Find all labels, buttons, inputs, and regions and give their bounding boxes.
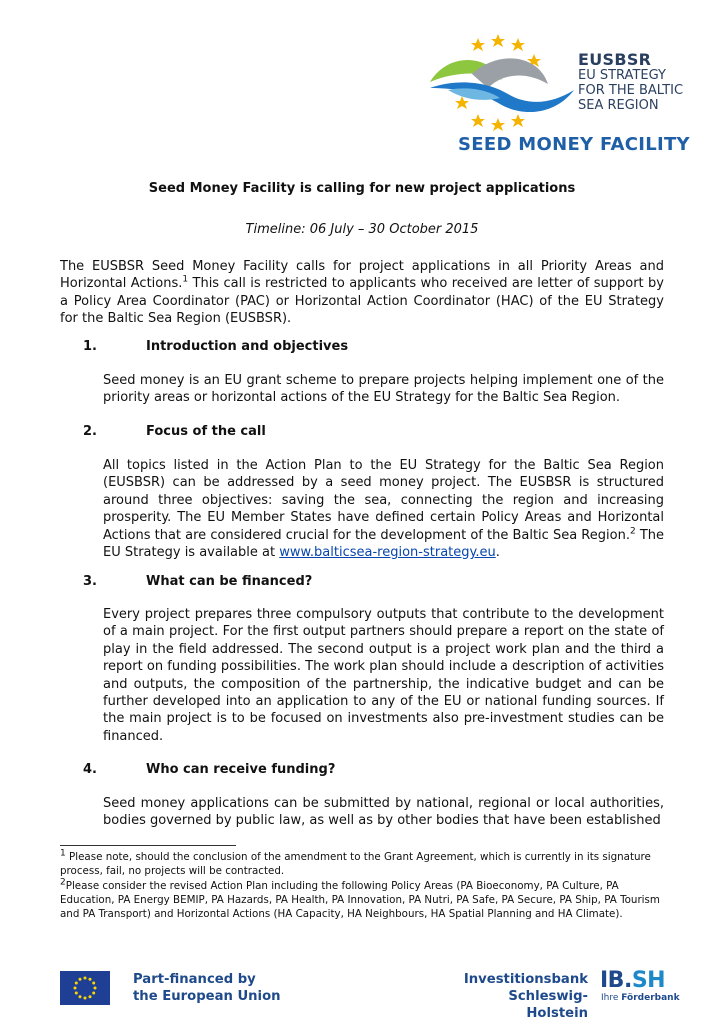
footnote-ref-1[interactable]: 1	[182, 275, 189, 286]
ibsh-logo-ib: IB.	[600, 968, 632, 993]
footnote-ref-2[interactable]: 2	[629, 526, 636, 537]
baltic-sea-logo-graphic	[428, 32, 574, 136]
section-number: 3.	[83, 574, 97, 589]
footnote-1	[60, 850, 664, 878]
section-4-heading	[83, 762, 335, 777]
star-icon	[471, 38, 485, 51]
star-icon	[511, 114, 525, 127]
footnote-text: Please note, should the conclusion of the amendment to the Grant Agreement, which is currently in its signature process, fail, no projects will be contracted.	[60, 851, 651, 877]
bank-line-1: Investitionsbank	[463, 972, 588, 987]
section-2-text	[103, 457, 664, 561]
section-1-heading	[83, 339, 348, 354]
timeline: Timeline: 06 July – 30 October 2015	[245, 222, 479, 237]
logo-subtitle-line: SEA REGION	[578, 98, 659, 113]
part-financed-label	[133, 971, 281, 1005]
ibsh-logo	[600, 968, 665, 993]
star-icon	[491, 118, 505, 131]
part-financed-line-2: the European Union	[133, 989, 281, 1004]
section-number: 4.	[83, 762, 97, 777]
part-financed-line-1: Part-financed by	[133, 972, 256, 987]
logo-subtitle-line: EU STRATEGY	[578, 68, 666, 83]
logo-title: EUSBSR	[578, 50, 652, 69]
section-2-text-a: All topics listed in the Action Plan to the EU Strategy for the Baltic Sea Region (EUSBSR) can be addressed by a seed money project. The EUSBSR is structured around three objectives: saving the sea, connecting the region and increasing prosperity. The EU Member States have defined certain Policy Areas and Horizontal Actions that are considered crucial for the development of the Baltic Sea Region.	[103, 458, 664, 543]
intro-paragraph	[60, 258, 664, 328]
section-number: 1.	[83, 339, 97, 354]
eu-flag-icon	[60, 971, 110, 1005]
section-title: Introduction and objectives	[146, 339, 349, 354]
ibsh-logo-sh: SH	[631, 968, 666, 993]
footnote-2	[60, 879, 664, 921]
section-title: What can be financed?	[146, 574, 313, 589]
footnote-mark: 1	[60, 848, 66, 859]
bank-name	[452, 971, 588, 1022]
intro-text-cont: This call is restricted to applicants who received are letter of support by a Policy Area Coordinator (PAC) or Horizontal Action Coordinator (HAC) of the EU Strategy for the Baltic Sea Region (EUSBSR).	[60, 276, 664, 327]
logo-subtitle	[578, 68, 698, 113]
intro-text: The EUSBSR Seed Money Facility calls for project applications in all Priority Areas and Horizontal Actions.	[60, 259, 664, 292]
document-title: Seed Money Facility is calling for new project applications	[148, 181, 576, 196]
logo-subtitle-line: FOR THE BALTIC	[578, 83, 684, 98]
section-2-text-b: The EU Strategy is available at	[103, 527, 665, 561]
section-number: 2.	[83, 424, 97, 439]
footnote-mark: 2	[60, 877, 66, 888]
star-icon	[455, 96, 469, 109]
seed-money-facility-title: SEED MONEY FACILITY	[458, 134, 690, 155]
strategy-link[interactable]: www.balticsea-region-strategy.eu	[279, 545, 496, 561]
star-icon	[471, 114, 485, 127]
section-title: Focus of the call	[146, 424, 266, 439]
section-3-heading	[83, 574, 312, 589]
section-2-text-c: .	[495, 545, 500, 561]
eusbsr-logo	[428, 28, 690, 160]
section-title: Who can receive funding?	[146, 762, 336, 777]
footnote-text: Please consider the revised Action Plan including the following Policy Areas (PA Bioeconomy, PA Culture, PA Education, PA Energy BEMIP, PA Hazards, PA Health, PA Innovation, PA Nutri, PA Safe, PA Secure, PA Ship, PA Tourism and PA Transport) and Horizontal Actions (HA Capacity, HA Neighbours, HA Spatial Planning and HA Climate).	[60, 880, 660, 920]
ibsh-tagline-1: Ihre	[601, 993, 622, 1003]
section-1-text: Seed money is an EU grant scheme to prepare projects helping implement one of the priority areas or horizontal actions of the EU Strategy for the Baltic Sea Region.	[103, 373, 664, 406]
ibsh-tagline-2: Förderbank	[621, 993, 680, 1003]
star-icon	[491, 34, 505, 47]
section-4-text: Seed money applications can be submitted by national, regional or local authorities, bodies governed by public law, as well as by other bodies that have been established	[103, 796, 664, 829]
bank-line-2: Schleswig-Holstein	[508, 989, 588, 1021]
section-2-heading	[83, 424, 266, 439]
footnote-divider	[60, 845, 236, 846]
ibsh-tagline	[601, 993, 680, 1003]
section-3-text: Every project prepares three compulsory outputs that contribute to the development of a main project. For the first output partners should prepare a report on the state of play in the field addressed. The second output is a project work plan and the third a report on funding possibilities. The work plan should include a description of activities and outputs, the composition of the partnership, the indicative budget and can be further developed into an application to any of the EU or national funding sources. If the main project is to be focused on investments also pre-investment studies can be financed.	[103, 607, 664, 744]
star-icon	[511, 38, 525, 51]
